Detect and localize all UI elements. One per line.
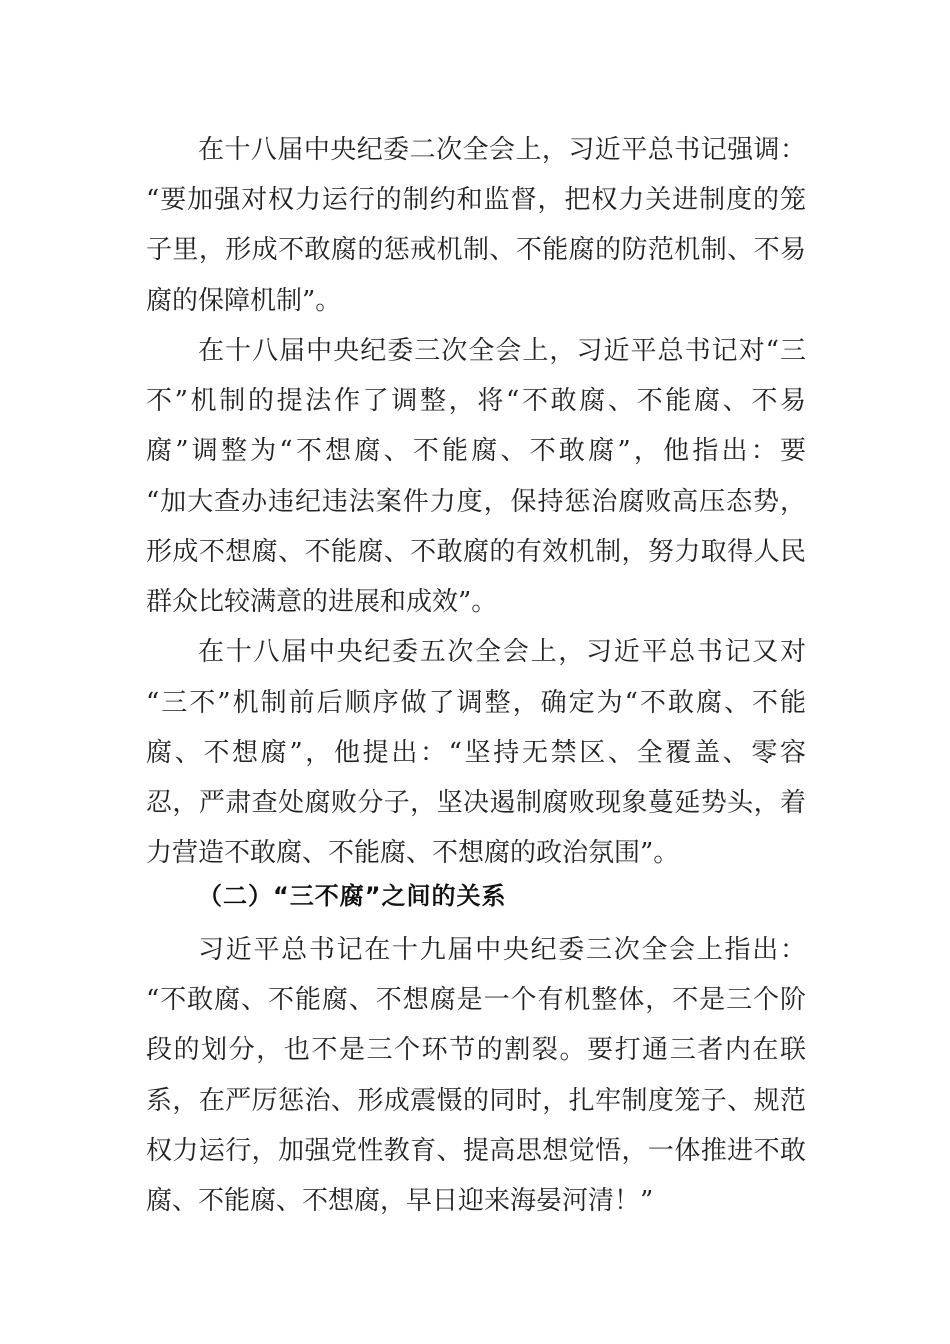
paragraph-4-line-4: 系，在严厉惩治、形成震慑的同时，扎牢制度笼子、规范: [146, 1086, 806, 1116]
paragraph-4-line-5: 权力运行，加强党性教育、提高思想觉悟，一体推进不敢: [146, 1136, 806, 1166]
paragraph-1-line-2: “要加强对权力运行的制约和监督，把权力关进制度的笼: [146, 185, 806, 215]
paragraph-4-line-1: 习近平总书记在十九届中央纪委三次全会上指出：: [198, 935, 806, 965]
section-heading: （二）“三不腐”之间的关系: [198, 882, 507, 910]
paragraph-3-line-5: 力营造不敢腐、不能腐、不想腐的政治氛围”。: [146, 838, 680, 868]
paragraph-4-line-3: 段的划分，也不是三个环节的割裂。要打通三者内在联: [146, 1035, 806, 1065]
paragraph-2-line-6: 群众比较满意的进展和成效”。: [146, 587, 498, 617]
paragraph-4-line-2: “不敢腐、不能腐、不想腐是一个有机整体，不是三个阶: [146, 985, 806, 1015]
paragraph-2-line-2: 不”机制的提法作了调整，将“不敢腐、不能腐、不易: [146, 386, 806, 416]
paragraph-3-line-3: 腐、不想腐”，他提出：“坚持无禁区、全覆盖、零容: [146, 738, 806, 768]
paragraph-1-line-3: 子里，形成不敢腐的惩戒机制、不能腐的防范机制、不易: [146, 235, 806, 265]
paragraph-1-line-4: 腐的保障机制”。: [146, 286, 342, 316]
paragraph-2-line-5: 形成不想腐、不能腐、不敢腐的有效机制，努力取得人民: [146, 537, 806, 567]
paragraph-3-line-4: 忍，严肃查处腐败分子，坚决遏制腐败现象蔓延势头，着: [146, 788, 806, 818]
paragraph-4-line-6: 腐、不能腐、不想腐，早日迎来海晏河清！”: [146, 1186, 654, 1216]
paragraph-2-line-1: 在十八届中央纪委三次全会上，习近平总书记对“三: [198, 336, 806, 366]
paragraph-2-line-3: 腐”调整为“不想腐、不能腐、不敢腐”，他指出：要: [146, 436, 806, 466]
paragraph-1-line-1: 在十八届中央纪委二次全会上，习近平总书记强调：: [198, 135, 806, 165]
paragraph-3-line-2: “三不”机制前后顺序做了调整，确定为“不敢腐、不能: [146, 688, 806, 718]
paragraph-2-line-4: “加大查办违纪违法案件力度，保持惩治腐败高压态势，: [146, 487, 806, 517]
paragraph-3-line-1: 在十八届中央纪委五次全会上，习近平总书记又对: [198, 637, 806, 667]
